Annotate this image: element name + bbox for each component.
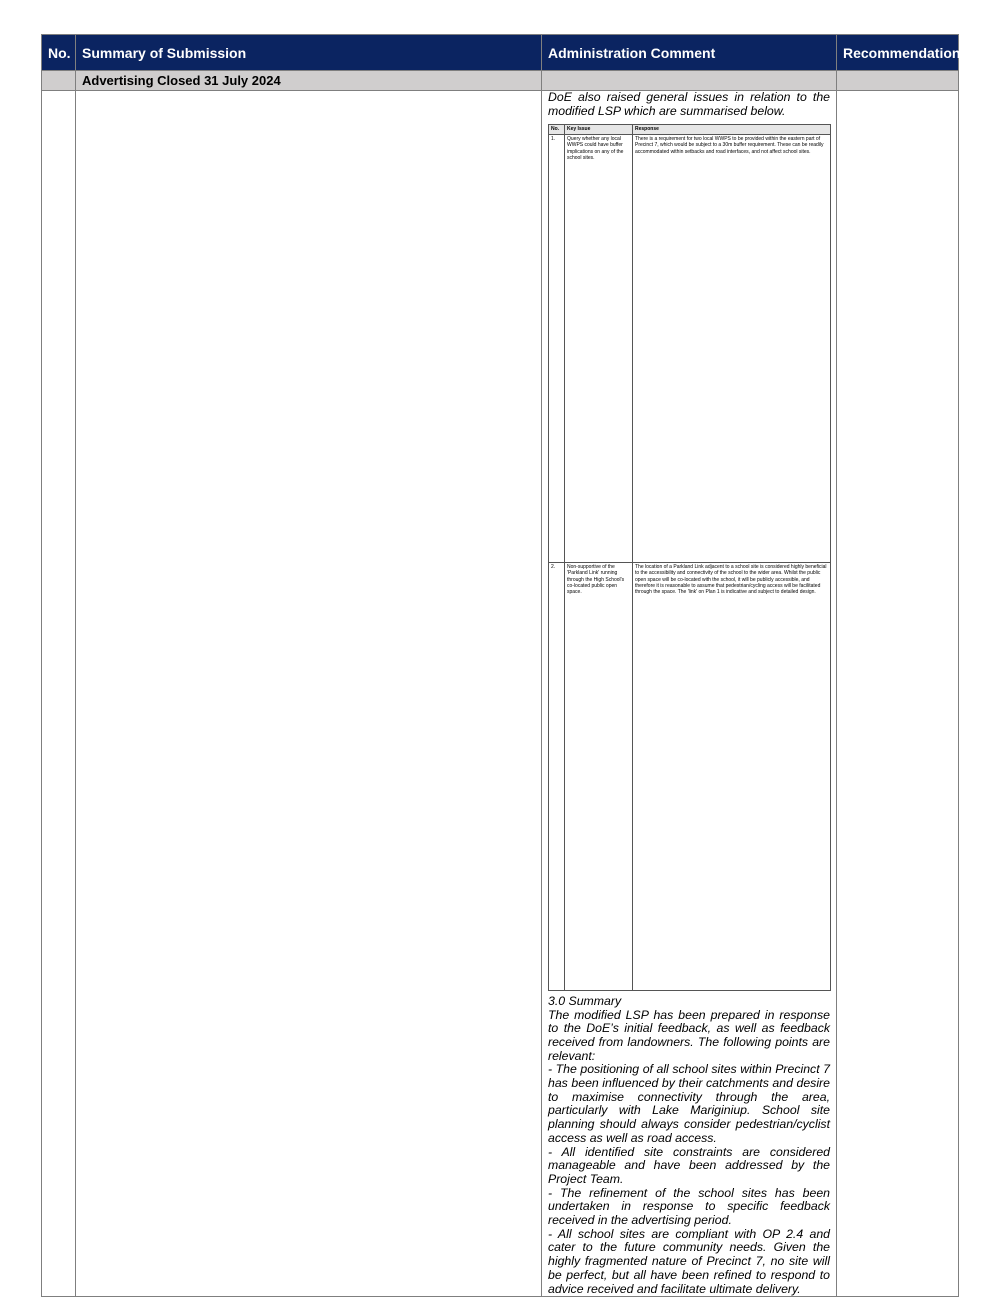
summary-bullet: - The refinement of the school sites has been undertaken in response to specific feedback received in the advertising period. [548, 1185, 830, 1228]
key-issue-text: Query whether any local WWPS could have buffer implications on any of the school sites. [565, 134, 633, 562]
admin-comment-cell [542, 91, 837, 1297]
section-admin-cell [542, 71, 837, 91]
key-issue-row [549, 562, 831, 990]
submissions-table [41, 34, 959, 1297]
header-row [42, 35, 959, 71]
section-row [42, 71, 959, 91]
summary-heading: 3.0 Summary [548, 993, 622, 1008]
header-summary: Summary of Submission [76, 35, 542, 71]
key-issues-table [548, 124, 831, 990]
no-cell [42, 91, 76, 1297]
header-no: No. [42, 35, 76, 71]
header-admin-comment: Administration Comment [542, 35, 837, 71]
summary-bullet: - The positioning of all school sites within Precinct 7 has been influenced by their catchments and desire to maximise connectivity through the area, particularly with Lake Mariginiup. School site planning should always consider pedestrian/cyclist access as well as road access. [548, 1062, 830, 1145]
admin-intro: DoE also raised general issues in relation to the modified LSP which are summarised below. [548, 90, 830, 118]
key-issues-header-issue: Key Issue [565, 125, 633, 134]
key-issues-header-response: Response [633, 125, 831, 134]
key-issue-row [549, 134, 831, 562]
summary-paragraph: The modified LSP has been prepared in response to the DoE’s initial feedback, as well as feedback received from landowners. The following points are relevant: [548, 1007, 830, 1063]
key-issue-no: 1. [549, 134, 565, 562]
key-issue-response: The location of a Parkland Link adjacent to a school site is considered highly beneficial to the accessibility and connectivity of the school to the wider area. Whilst the public open space will be co-located with the school, it will be publicly accessible, and therefore it is reasonable to assume that pedestrian/cycling access will be facilitated through the space. The 'link' on Plan 1 is indicative and subject to detailed design. [633, 562, 831, 990]
section-title: Advertising Closed 31 July 2024 [82, 73, 281, 88]
section-recommendation-cell [837, 71, 959, 91]
table-row [42, 91, 959, 1297]
summary-bullet: - All school sites are compliant with OP 2.4 and cater to the future community needs. Given the highly fragmented nature of Precinct 7, no site will be perfect, but all have been refined to respond to advice received and facilitate ultimate delivery. [548, 1226, 830, 1296]
recommendation-cell [837, 91, 959, 1297]
section-title-cell [76, 71, 542, 91]
summary-bullet: - All identified site constraints are considered manageable and have been addressed by the Project Team. [548, 1144, 830, 1186]
section-no-cell [42, 71, 76, 91]
key-issue-text: Non-supportive of the 'Parkland Link' running through the High School's co-located public open space. [565, 562, 633, 990]
header-recommendation: Recommendation [837, 35, 959, 71]
key-issues-header [549, 125, 831, 134]
summary-cell [76, 91, 542, 1297]
key-issue-no: 2. [549, 562, 565, 990]
key-issue-response: There is a requirement for two local WWPS to be provided within the eastern part of Precinct 7, which would be subject to a 30m buffer requirement. These can be readily accommodated within setbacks and road interfaces, and not affect school sites. [633, 134, 831, 562]
key-issues-header-no: No. [549, 125, 565, 134]
